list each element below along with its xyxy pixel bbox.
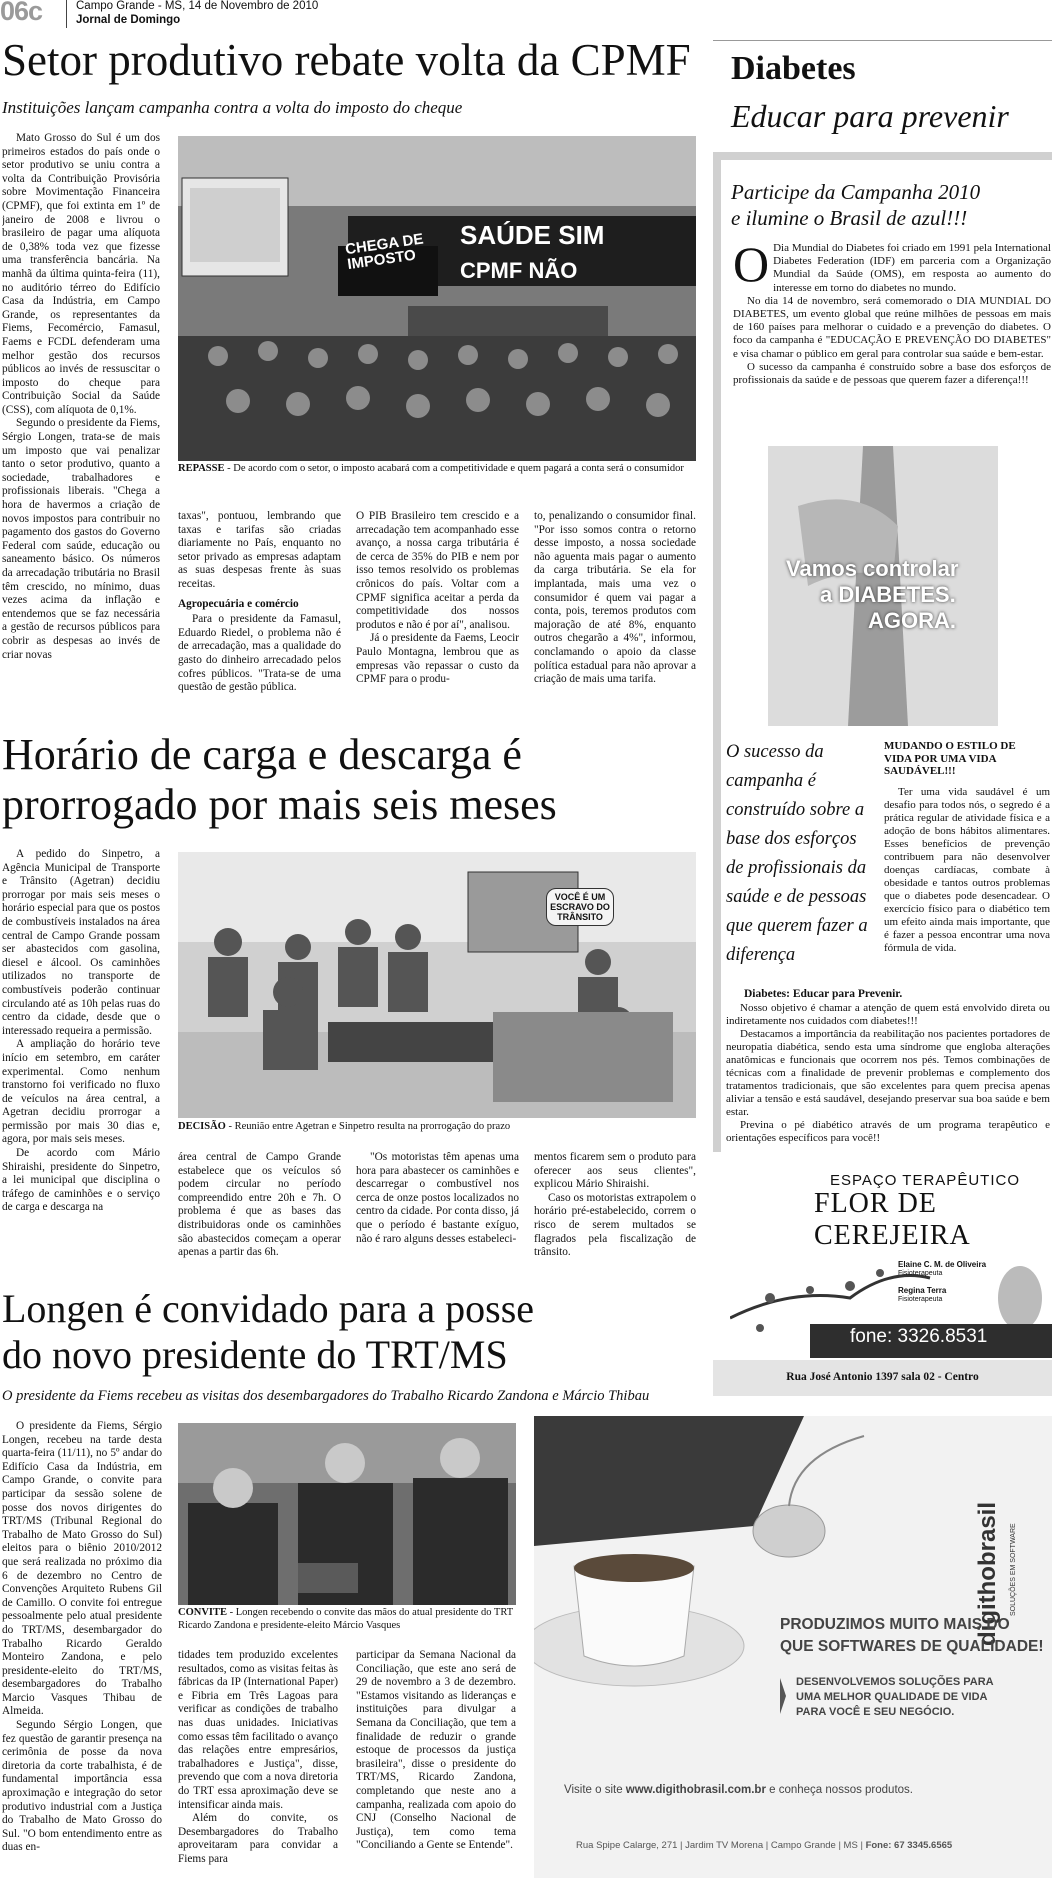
section2-p3: Previna o pé diabético através de um programa terapêutico e orientações específicos para você!! xyxy=(726,1119,1050,1144)
story1-headline: Setor produtivo rebate volta da CPMF xyxy=(2,35,691,85)
caption-text: - De acordo com o setor, o imposto acabará com a competitividade e quem pagará a conta será o consumidor xyxy=(224,463,684,474)
ad-phone: fone: 3326.8531 xyxy=(850,1326,988,1347)
story3-headline-line1: Longen é convidado para a posse xyxy=(2,1286,535,1331)
story1-col1-p2: Segundo o presidente da Fiems, Sérgio Longen, trata-se de mais um imposto que vai penalizar tanto o setor produtivo, quanto a sociedade, trabalhadores e profissionais liberais. "Chega a hora de havermos a criação de novos impostos para contribuir no pagamento dos gastos do Governo Federal com saúde, educação ou saneamento básico. Os números da arrecadação tributária no Brasil têm crescido, no mínimo, duas vezes acima da inflação e entendemos que se faz necessária a gestão de recursos públicos para cobrir as despesas ao invés de criar novas xyxy=(2,417,160,661)
flor-cerejeira-ad xyxy=(730,1168,1052,1358)
ad-line2: FLOR DE CEREJEIRA xyxy=(814,1188,971,1251)
diabetes-image xyxy=(768,446,998,726)
story3-caption xyxy=(178,1607,516,1632)
lifestyle-box-paragraph: Ter uma vida saudável é um desafio para todos nós, o segredo é a prática regular de atividade física e a adoção de bons hábitos alimentares. Esses benefícios de prevenção contribuem para não desenvolver doenças cardíacas, combate à obesidade e tantos outros problemas que o diabetes pode desencadear. O exercício físico para o diabético tem um efeito ainda mais importante, que é fazer a pessoa encontrar uma nova fórmula de vida. xyxy=(884,786,1050,954)
sidebar-intro xyxy=(733,236,1051,387)
image-text-1: Vamos controlar xyxy=(786,556,959,581)
visit-url[interactable]: www.digithobrasil.com.br xyxy=(625,1784,766,1796)
story3-subtitle: O presidente da Fiems recebeu as visitas dos desembargadores do Trabalho Ricardo Zandona e Márcio Thibau xyxy=(2,1388,650,1404)
caption-label: REPASSE xyxy=(178,463,225,474)
banner-chega: CHEGA DE IMPOSTO xyxy=(344,230,425,274)
header-date: Campo Grande - MS, 14 de Novembro de 2010 xyxy=(76,0,319,12)
story2-caption xyxy=(178,1121,696,1134)
story1-subhead: Agropecuária e comércio xyxy=(178,597,299,610)
story3-col3-p1: participar da Semana Nacional da Conciliação, que este ano será de 29 de novembro a 3 de dezembro. "Estamos visitando as lideranças e instituições para divulgar a Semana da Conciliação, que tem a finalidade de reduzir o grande estoque de processos da justiça brasileira", disse o presidente do TRT/MS, Ricardo Zandona, completando que neste ano a campanha, realizada com apoio do CNJ (Conselho Nacional de Justiça), tem como tema "Conciliando a Gente se Entende". xyxy=(356,1649,516,1852)
story3-col3 xyxy=(356,1649,516,1878)
story1-col3-p2: Já o presidente da Faems, Leocir Paulo Montagna, lembrou que as empresas vão repassar o custo da CPMF para o produ- xyxy=(356,632,519,686)
caption-label: CONVITE xyxy=(178,1607,228,1618)
story3-col2-p1: tidades tem produzido excelentes resultados, como as visitas feitas às fábricas da IP (International Paper) e Fibria em Três Lagoas para verificar as condições de trabalho nas duas unidades. Iniciativas como essas têm facilitado o avanço das relações entre empresários, trabalhadores e Justiça", disse, prevendo que com a nova diretoria do TRT essa aproximação deve se intensificar ainda mais. xyxy=(178,1649,338,1811)
digitho-ad xyxy=(534,1416,1052,1878)
digitho-address xyxy=(576,1840,1046,1851)
story1-col1 xyxy=(2,132,160,714)
story2-col1-p3: De acordo com Mário Shiraishi, presidente do Sinpetro, a lei municipal que disciplina o tráfego de caminhões e o serviço de carga e descarga na xyxy=(2,1147,160,1214)
story3-col1-p2: Segundo Sérgio Longen, que fez questão de garantir presença na cerimônia de posse da nova diretoria da corte trabalhista, é de fundamental importância essa aproximação e integração do setor produtivo industrial com a Justiça do Trabalho de Mato Grosso do Sul. "O bom entendimento entre as duas en- xyxy=(2,1719,162,1854)
digitho-brand: digithobrasil xyxy=(974,1502,1001,1646)
visit-prefix: Visite o site xyxy=(564,1784,626,1796)
story2-col1-p1: A pedido do Sinpetro, a Agência Municipal de Transporte e Trânsito (Agetran) decidiu prorrogar por mais seis meses o horário especial para que os postos de combustíveis instalados na área central de Campo Grande possam ser abastecidos com gasolina, diesel e álcool. Os caminhões utilizados no transporte de combustíveis poderão continuar circulando até as 10h pelas ruas do centro da cidade, desde que o interessado requeira a permissão. xyxy=(2,848,160,1037)
story3-col2-p2: Além do convite, os Desembargadores do Trabalho aproveitaram para convidar a Fiems para xyxy=(178,1812,338,1865)
dropcap: O xyxy=(733,236,770,292)
story3-headline-line2: do novo presidente do TRT/MS xyxy=(2,1332,508,1377)
story2-col4-p1: mentos ficarem sem o produto para oferecer aos seus clientes", explicou Mário Shiraishi. xyxy=(534,1151,696,1191)
ad-person2: Regina Terra xyxy=(898,1286,947,1295)
photo-sign: VOCÊ É UM ESCRAVO DO TRÂNSITO xyxy=(546,888,614,926)
section2-title: Diabetes: Educar para Prevenir. xyxy=(744,988,903,1000)
page-number: 06c xyxy=(0,0,43,26)
digitho-tagline: SOLUÇÕES EM SOFTWARE xyxy=(1010,1523,1017,1616)
digitho-text-2: UMA MELHOR QUALIDADE DE VIDA xyxy=(796,1691,988,1703)
story3-col2 xyxy=(178,1649,338,1878)
header-paper: Jornal de Domingo xyxy=(76,14,181,26)
campaign-line2: e ilumine o Brasil de azul!!! xyxy=(731,206,968,230)
story1-col4-p1: to, penalizando o consumidor final. "Por isso somos contra o retorno desse imposto, a nossa sociedade não aguenta mais pagar o aumento da carga tributária. Se ela for implantada, mais uma vez o consumidor é quem vai pagar a conta, pois, teremos produtos com majoração de até 8%, enquanto outros chegarão a 4%", informou, conclamando o apoio da classe política estadual para não aprovar a criação de mais uma tarifa. xyxy=(534,510,696,686)
story1-caption xyxy=(178,463,696,476)
sidebar-pullquote: O sucesso da campanha é construído sobre a base dos esforços de profissionais da saúde e de pessoas que querem fazer a diferença xyxy=(726,742,868,965)
story1-col2 xyxy=(178,510,341,712)
story2-col1-p2: A ampliação do horário teve início em setembro, em caráter experimental. Como nenhum transtorno foi verificado no fluxo de veículos na área central, a Agetran decidiu prorrogar a permissão por mais 30 dias e, agora, por mais seis meses. xyxy=(2,1038,160,1146)
story2-col4 xyxy=(534,1151,696,1269)
conference-photo xyxy=(178,136,696,461)
story1-col1-p1: Mato Grosso do Sul é um dos primeiros estados do país onde o setor produtivo se uniu contra a volta da Contribuição Provisória sobre Movimentação Financeira (CPMF), que foi extinta em 1º de janeiro de 2008 e livrou o brasileiro de pagar uma alíquota de 0,38% toda vez que fizesse uma transferência bancária. Na manhã da última quinta-feira (11), no auditório térreo do Edifício Casa da Indústria, em Campo Grande, os representantes da Fiems, Fecomércio, Famasul, Faems e FCDL defenderam uma melhor gestão dos recursos públicos ao invés de ressuscitar o imposto do cheque para Contribuição Social da Saúde (CSS), com alíquota de 0,1%. xyxy=(2,132,160,416)
story2-photo xyxy=(178,852,696,1118)
story1-col2-p2: Para o presidente da Famasul, Eduardo Riedel, o problema não é de arrecadação, mas a qualidade do gasto do dinheiro arrecadado pelos cofres públicos. "Trata-se de uma questão de gestão pública. xyxy=(178,613,341,694)
ad-person1-role: Fisioterapeuta xyxy=(898,1270,943,1277)
image-text-2: a DIABETES. xyxy=(820,582,956,607)
ad-address: Rua José Antonio 1397 sala 02 - Centro xyxy=(786,1371,979,1383)
story1-col3 xyxy=(356,510,519,712)
story2-col3-p1: "Os motoristas têm apenas uma hora para abastecer os caminhões e descarregar o combustível nos cerca de onze postos localizados no centro da cidade. Por conta disso, já que o período é bastante exíguo, não é raro alguns desses estabeleci- xyxy=(356,1151,519,1245)
handshake-photo xyxy=(178,1423,516,1605)
meeting-photo xyxy=(178,852,696,1118)
story3-col1 xyxy=(2,1420,162,1878)
digitho-visit xyxy=(564,1784,1034,1796)
digitho-arrow-icon xyxy=(780,1678,786,1714)
story1-photo xyxy=(178,136,696,461)
sidebar-title: Diabetes xyxy=(731,50,856,87)
banner-saude: SAÚDE SIM xyxy=(460,220,605,250)
ad-line1: ESPAÇO TERAPÊUTICO xyxy=(830,1172,1020,1189)
address-phone: Fone: 67 3345.6565 xyxy=(865,1840,953,1851)
image-text-3: AGORA. xyxy=(868,608,956,633)
sidebar-intro-p2: No dia 14 de novembro, será comemorado o DIA MUNDIAL DO DIABETES, um evento global que reúne milhões de pessoas em mais de 160 países para melhorar o cuidado e a prevenção do diabetes. O foco da campanha é "EDUCAÇÃO E PREVENÇÃO DO DIABETES" e visa chamar o público em geral para controlar sua saúde e bem-estar. xyxy=(733,294,1051,360)
section2-p1: Nosso objetivo é chamar a atenção de quem está envolvido direta ou indiretamente nos cuidados com diabetes!!! xyxy=(726,1002,1050,1027)
header-divider xyxy=(66,0,67,28)
story2-col4-p2: Caso os motoristas extrapolem o horário pré-estabelecido, correm o risco de serem multados se flagrados pela fiscalização de trânsito. xyxy=(534,1191,696,1259)
banner-cpmf: CPMF NÃO xyxy=(460,258,578,283)
caption-label: DECISÃO xyxy=(178,1121,226,1132)
story2-headline xyxy=(2,730,557,830)
story3-col1-p1: O presidente da Fiems, Sérgio Longen, recebeu na tarde desta quarta-feira (11/11), no 5º andar do Edifício Casa da Indústria, em Campo Grande, o convite para participar da sessão solene de posse dos novos dirigentes do TRT/MS (Tribunal Regional do Trabalho de Mato Grosso do Sul) eleitos para o biênio 2010/2012 que será realizada no próximo dia 6 de dezembro no Centro de Convenções Arquiteto Rubens Gil de Camillo. O convite foi entregue pessoalmente pelo atual presidente do TRT/MS, desembargador do Trabalho Ricardo Geraldo Monteiro Zandona, e pelo presidente-eleito do TRT/MS, desembargadores do Trabalho Marcio Vasques Thibau de Almeida. xyxy=(2,1420,162,1718)
story1-col4 xyxy=(534,510,696,712)
digitho-headline-1: PRODUZIMOS MUITO MAIS DO xyxy=(780,1616,1010,1633)
story2-headline-line1: Horário de carga e descarga é xyxy=(2,730,522,779)
story2-headline-line2: prorrogado por mais seis meses xyxy=(2,780,557,829)
story2-col2 xyxy=(178,1151,341,1269)
digitho-text-3: PARA VOCÊ E SEU NEGÓCIO. xyxy=(796,1706,955,1718)
story2-col2-p1: área central de Campo Grande estabelece que os veículos só podem circular no período compreendido entre 20h e 7h. O problema é que as bases das distribuidoras onde os caminhões são abastecidos começam a operar apenas a partir das 6h. xyxy=(178,1151,341,1259)
address-text: Rua Spipe Calarge, 271 | Jardim TV Morena | Campo Grande | MS | xyxy=(576,1840,863,1851)
digitho-headline-2: QUE SOFTWARES DE QUALIDADE! xyxy=(780,1638,1044,1655)
story2-col3 xyxy=(356,1151,519,1269)
sidebar-intro-p3: O sucesso da campanha é construído sobre a base dos esforços de profissionais da saúde e de pessoas que querem fazer a diferença!!! xyxy=(733,360,1051,387)
campaign-line1: Participe da Campanha 2010 xyxy=(731,180,981,204)
story1-subtitle: Instituições lançam campanha contra a volta do imposto do cheque xyxy=(2,98,463,117)
story3-headline xyxy=(2,1286,534,1378)
ad-person1: Elaine C. M. de Oliveira xyxy=(898,1260,987,1269)
digitho-text-1: DESENVOLVEMOS SOLUÇÕES PARA xyxy=(796,1676,994,1688)
sidebar-intro-p1: Dia Mundial do Diabetes foi criado em 1991 pela International Diabetes Federation (IDF) em parceria com a Organização Mundial da Saúde (OMS), em resposta ao aumento do interesse em torno do diabetes no mundo. xyxy=(773,242,1051,294)
story3-photo xyxy=(178,1423,516,1605)
visit-suffix: e conheça nossos produtos. xyxy=(765,1784,913,1796)
sidebar-top-rule xyxy=(713,40,1052,41)
ad-person2-role: Fisioterapeuta xyxy=(898,1296,943,1303)
story1-col3-p1: O PIB Brasileiro tem crescido e a arrecadação tem acompanhado esse avanço, a nossa carga tributária é de cerca de 35% do PIB e nem por isso temos resolvido os problemas crônicos do país. Voltar com a CPMF significa aceitar a perda da competitividade dos nossos produtos e não é por aí", analisou. xyxy=(356,510,519,631)
lifestyle-box-title: MUDANDO O ESTILO DE VIDA POR UMA VIDA SAUDÁVEL!!! xyxy=(884,740,1016,777)
section2-p2: Destacamos a importância da reabilitação nos pacientes portadores de neuropatia diabética, sendo esta uma síndrome que engloba alterações anatômicas e funcionais que ocorrem nos pés. Temos combinações de técnicas com a finalidade de prevenir problemas e complemento dos tratamentos tradicionais, que são excelentes para quem precisa apenas aliviar a tensão e está saudável, desejando preservar sua boa saúde e bem estar. xyxy=(726,1028,1050,1118)
story2-col1 xyxy=(2,848,160,1268)
story1-col2-p1: taxas", pontuou, lembrando que taxas e tarifas são criadas diariamente no País, enquanto no setor privado as empresas adaptam as suas despesas frente às suas receitas. xyxy=(178,510,341,590)
sidebar-subtitle: Educar para prevenir xyxy=(731,98,1009,134)
caption-text: - Longen recebendo o convite das mãos do atual presidente do TRT Ricardo Zandona e presidente-eleito Márcio Vasques xyxy=(178,1607,513,1631)
caption-text: - Reunião entre Agetran e Sinpetro resulta na prorrogação do prazo xyxy=(225,1121,511,1132)
section2-body xyxy=(726,1002,1050,1145)
lifestyle-box-text xyxy=(884,786,1050,968)
